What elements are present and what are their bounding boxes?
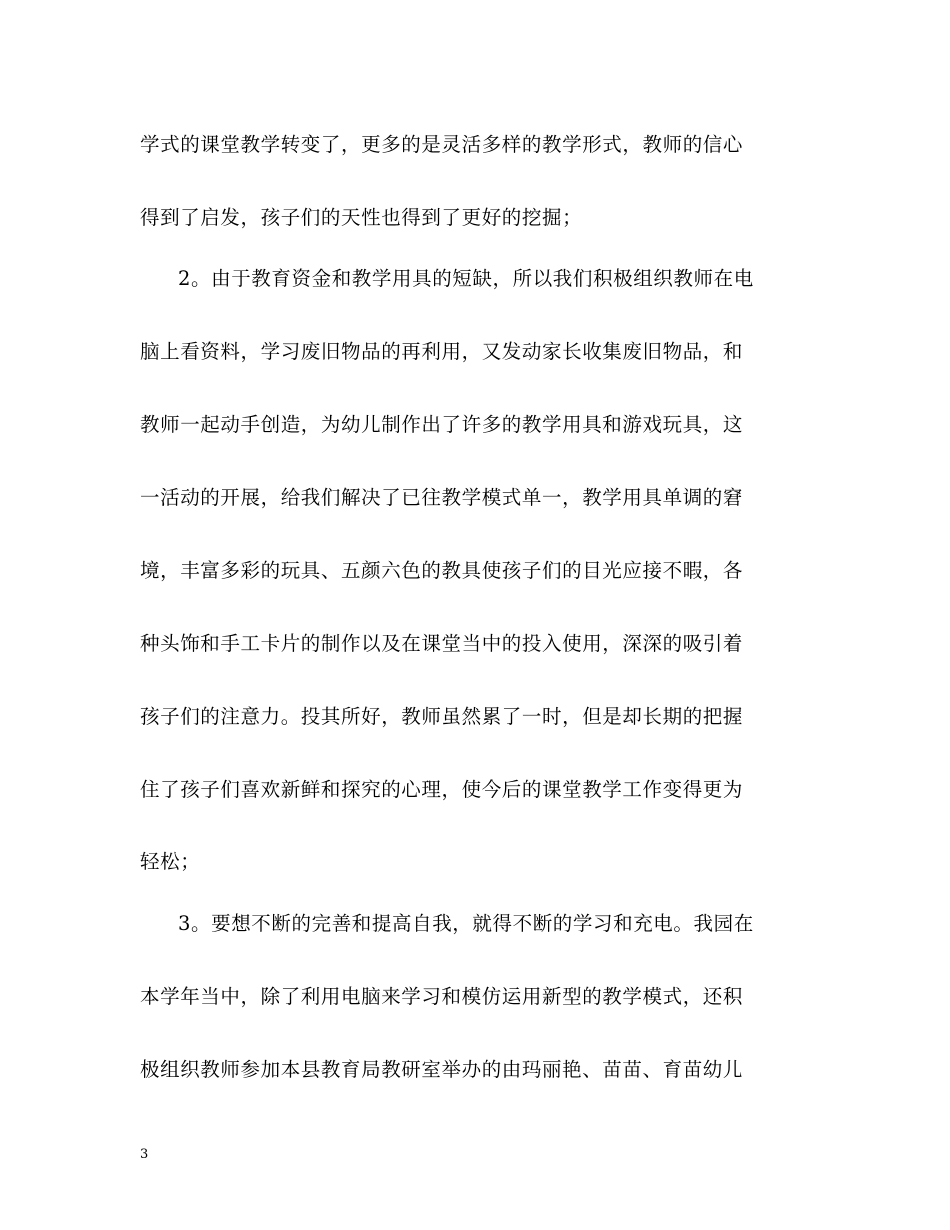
text-line: 得到了启发，孩子们的天性也得到了更好的挖掘； [140, 206, 583, 229]
text-line: 境，丰富多彩的玩具、五颜六色的教具使孩子们的目光应接不暇，各 [140, 559, 744, 582]
text-line: 孩子们的注意力。投其所好，教师虽然累了一时，但是却长期的把握 [140, 705, 744, 728]
text-line: 3。要想不断的完善和提高自我，就得不断的学习和充电。我园在 [178, 912, 754, 935]
text-line: 脑上看资料，学习废旧物品的再利用，又发动家长收集废旧物品，和 [140, 340, 744, 363]
page-number: 3 [140, 1147, 149, 1162]
text-line: 轻松； [140, 850, 201, 873]
text-line: 本学年当中，除了利用电脑来学习和模仿运用新型的教学模式，还积 [140, 985, 744, 1008]
text-line: 教师一起动手创造，为幼儿制作出了许多的教学用具和游戏玩具，这 [140, 413, 744, 436]
text-line: 一活动的开展，给我们解决了已往教学模式单一，教学用具单调的窘 [140, 486, 744, 509]
text-line: 种头饰和手工卡片的制作以及在课堂当中的投入使用，深深的吸引着 [140, 632, 744, 655]
text-line: 住了孩子们喜欢新鲜和探究的心理，使今后的课堂教学工作变得更为 [140, 778, 744, 801]
text-line: 学式的课堂教学转变了，更多的是灵活多样的教学形式，教师的信心 [140, 133, 744, 156]
text-line: 2。由于教育资金和教学用具的短缺，所以我们积极组织教师在电 [178, 267, 754, 290]
text-line: 极组织教师参加本县教育局教研室举办的由玛丽艳、苗苗、育苗幼儿 [140, 1058, 744, 1081]
